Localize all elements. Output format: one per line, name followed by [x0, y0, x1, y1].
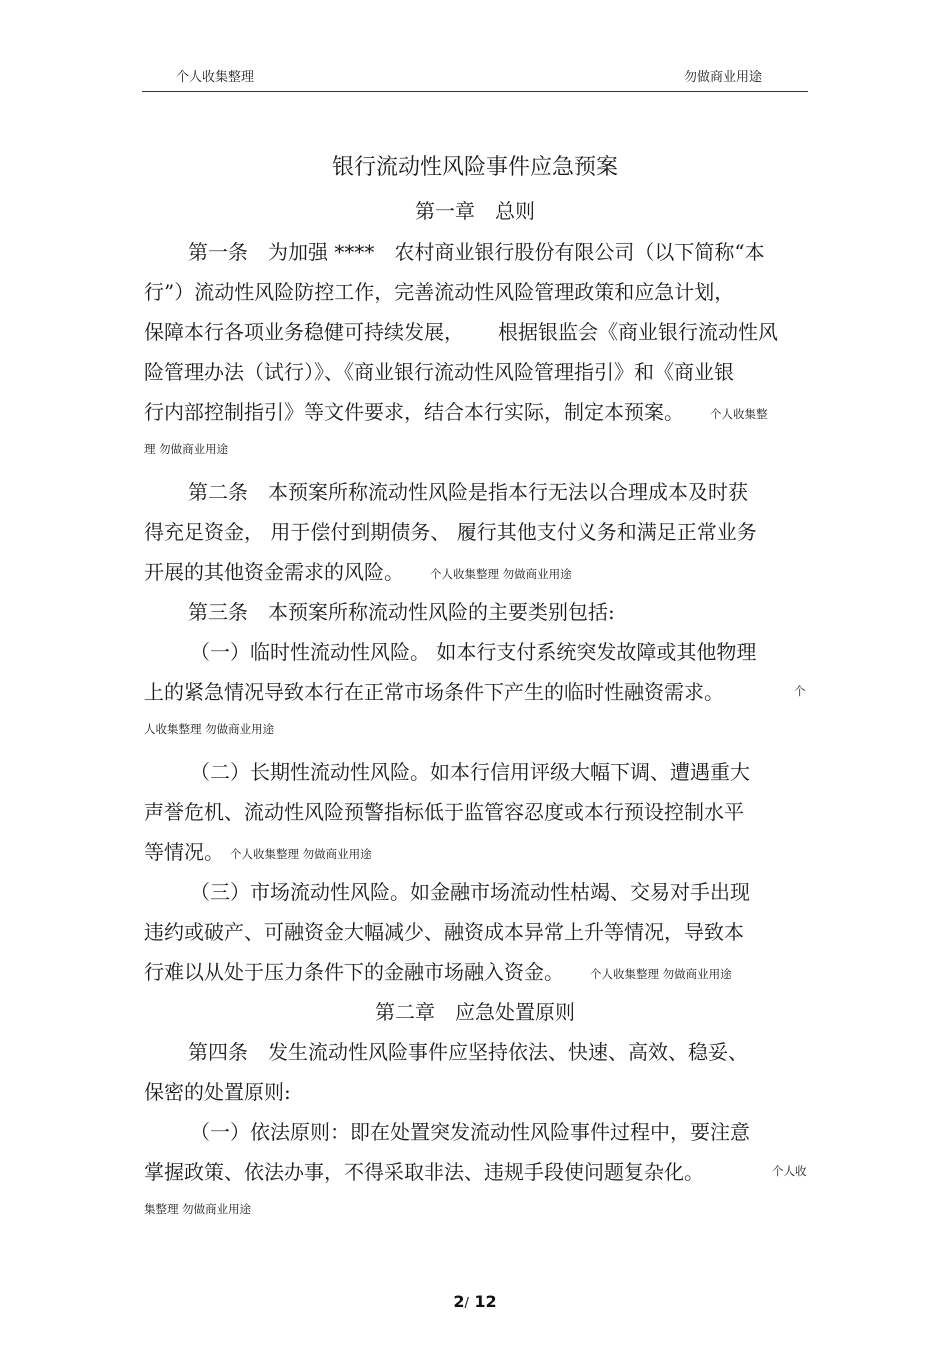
item-3-line-2: 违约或破产、可融资金大幅减少、融资成本异常上升等情况，导致本 — [144, 920, 744, 944]
article-1-line-3: 保障本行各项业务稳健可持续发展， 根据银监会《商业银行流动性风 — [144, 320, 778, 344]
article-1-line-4: 险管理办法（试行）》、《商业银行流动性风险管理指引》和《商业银 — [144, 360, 734, 384]
header-right-note: 勿做商业用途 — [683, 70, 762, 85]
document-title: 银行流动性风险事件应急预案 — [331, 155, 618, 180]
page-current: 2 — [453, 1292, 465, 1311]
item-3-line-3: 行难以从处于压力条件下的金融市场融入资金。 个人收集整理 勿做商业用途 — [144, 960, 732, 984]
item-2-line-2: 声誉危机、流动性风险预警指标低于监管容忍度或本行预设控制水平 — [144, 800, 744, 824]
principle-1-line-1: （一）依法原则：即在处置突发流动性风险事件过程中，要注意 — [190, 1120, 750, 1144]
item-1-line-1: （一）临时性流动性风险。 如本行支付系统突发故障或其他物理 — [190, 640, 757, 664]
item-1-line-2: 上的紧急情况导致本行在正常市场条件下产生的临时性融资需求。 — [144, 680, 724, 704]
header-left-note: 个人收集整理 — [176, 70, 255, 85]
watermark-note: 理 勿做商业用途 — [144, 442, 229, 456]
item-3-line-1: （三）市场流动性风险。如金融市场流动性枯竭、交易对手出现 — [190, 880, 750, 904]
article-2-line-2: 得充足资金， 用于偿付到期债务、 履行其他支付义务和满足正常业务 — [144, 520, 757, 544]
watermark-note: 集整理 勿做商业用途 — [144, 1202, 252, 1216]
page-indicator — [0, 1292, 950, 1311]
header-rule — [142, 91, 808, 92]
chapter-2-heading: 第二章 应急处置原则 — [375, 1000, 575, 1024]
article-4-line-2: 保密的处置原则: — [144, 1080, 291, 1104]
page-separator: / — [464, 1296, 469, 1311]
watermark-note: 个人收集整理 勿做商业用途 — [590, 967, 732, 981]
article-1-line-2: 行”）流动性风险防控工作，完善流动性风险管理政策和应急计划， — [144, 280, 735, 304]
article-1-line-1: 第一条 为加强 **** 农村商业银行股份有限公司（以下简称“本 — [188, 240, 765, 264]
watermark-note: 个人收集整理 勿做商业用途 — [230, 847, 372, 861]
item-2-line-3: 等情况。 个人收集整理 勿做商业用途 — [144, 840, 372, 864]
principle-1-line-2: 掌握政策、依法办事，不得采取非法、违规手段使问题复杂化。 — [144, 1160, 704, 1184]
watermark-note: 个人收集整 — [710, 407, 768, 421]
article-4-line-1: 第四条 发生流动性风险事件应坚持依法、快速、高效、稳妥、 — [188, 1040, 748, 1064]
watermark-note: 个人收集整理 勿做商业用途 — [430, 567, 572, 581]
chapter-1-heading: 第一章 总则 — [415, 199, 535, 223]
article-1-line-5: 行内部控制指引》等文件要求，结合本行实际，制定本预案。 个人收集整 — [144, 400, 768, 424]
watermark-note: 个人收 — [772, 1164, 807, 1178]
article-3-line-1: 第三条 本预案所称流动性风险的主要类别包括: — [188, 600, 615, 624]
item-2-line-1: （二）长期性流动性风险。如本行信用评级大幅下调、遭遇重大 — [190, 760, 750, 784]
page-total: 12 — [474, 1292, 497, 1311]
article-2-line-1: 第二条 本预案所称流动性风险是指本行无法以合理成本及时获 — [188, 480, 748, 504]
article-2-line-3: 开展的其他资金需求的风险。 个人收集整理 勿做商业用途 — [144, 560, 572, 584]
watermark-note: 人收集整理 勿做商业用途 — [144, 722, 275, 736]
watermark-note: 个 — [794, 684, 806, 698]
